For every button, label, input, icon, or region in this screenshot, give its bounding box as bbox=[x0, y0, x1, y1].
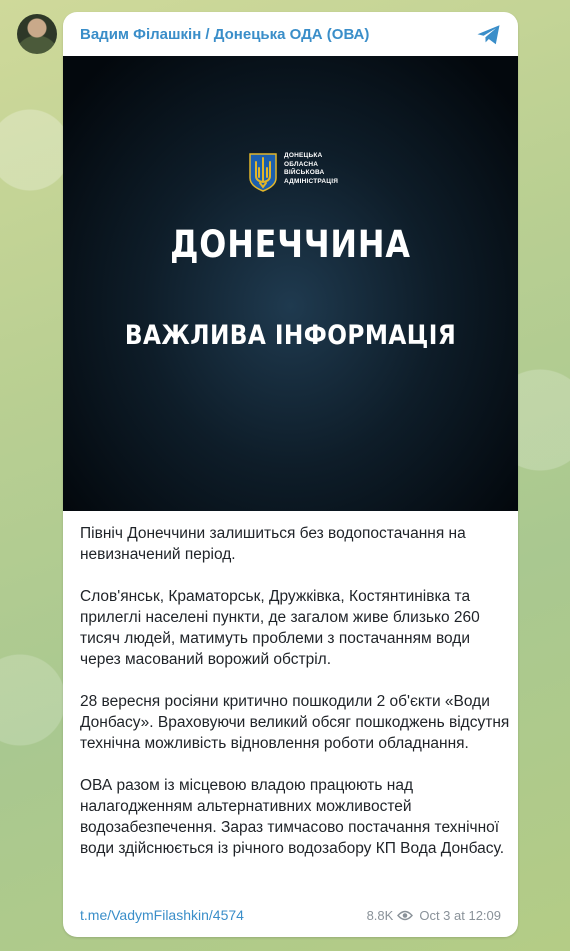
oda-logo bbox=[248, 152, 354, 192]
channel-name[interactable]: Вадим Філашкін / Донецька ОДА (ОВА) bbox=[80, 26, 370, 43]
view-count: 8.8K bbox=[366, 908, 394, 923]
logo-line: ВІЙСЬКОВА bbox=[284, 169, 325, 176]
post-footer bbox=[80, 907, 501, 925]
post-image[interactable] bbox=[63, 56, 518, 511]
post-card bbox=[63, 12, 518, 937]
image-subtitle: ВАЖЛИВА ІНФОРМАЦІЯ bbox=[124, 320, 457, 351]
logo-line: ДОНЕЦЬКА bbox=[284, 152, 323, 159]
post-paragraph: 28 вересня росіяни критично пошкодили 2 об'єкти «Води Донбасу». Враховуючи великий обсяг пошкоджень відсутня технічна можливість відновлення роботи обладнання. bbox=[80, 693, 510, 752]
post-date[interactable]: Oct 3 at 12:09 bbox=[419, 908, 501, 923]
trident-emblem-icon bbox=[248, 152, 278, 192]
post-paragraph: Північ Донеччини залишиться без водопостачання на невизначений період. bbox=[80, 525, 466, 563]
post-paragraph: Слов'янськ, Краматорськ, Дружківка, Костянтинівка та прилеглі населені пункти, де загалом живе близько 260 тисяч людей, матимуть проблеми з постачанням води через масований ворожий обстріл. bbox=[80, 588, 480, 668]
post-link[interactable]: t.me/VadymFilashkin/4574 bbox=[80, 907, 244, 923]
logo-line: АДМІНІСТРАЦІЯ bbox=[284, 177, 339, 185]
channel-avatar[interactable] bbox=[17, 14, 57, 54]
logo-line: ОБЛАСНА bbox=[284, 160, 319, 168]
logo-caption bbox=[284, 152, 354, 186]
image-title: ДОНЕЧЧИНА bbox=[170, 223, 411, 266]
eye-icon bbox=[397, 910, 413, 921]
post-paragraph: ОВА разом із місцевою владою працюють над налагодженням альтернативних можливостей водозабезпечення. Зараз тимчасово постачання технічної води здійснюється із річного водозабору КП Вода Донбасу. bbox=[80, 777, 505, 857]
post-text bbox=[80, 523, 510, 880]
post-header bbox=[63, 12, 518, 56]
post-meta bbox=[367, 908, 501, 923]
telegram-share-icon[interactable] bbox=[476, 23, 502, 47]
